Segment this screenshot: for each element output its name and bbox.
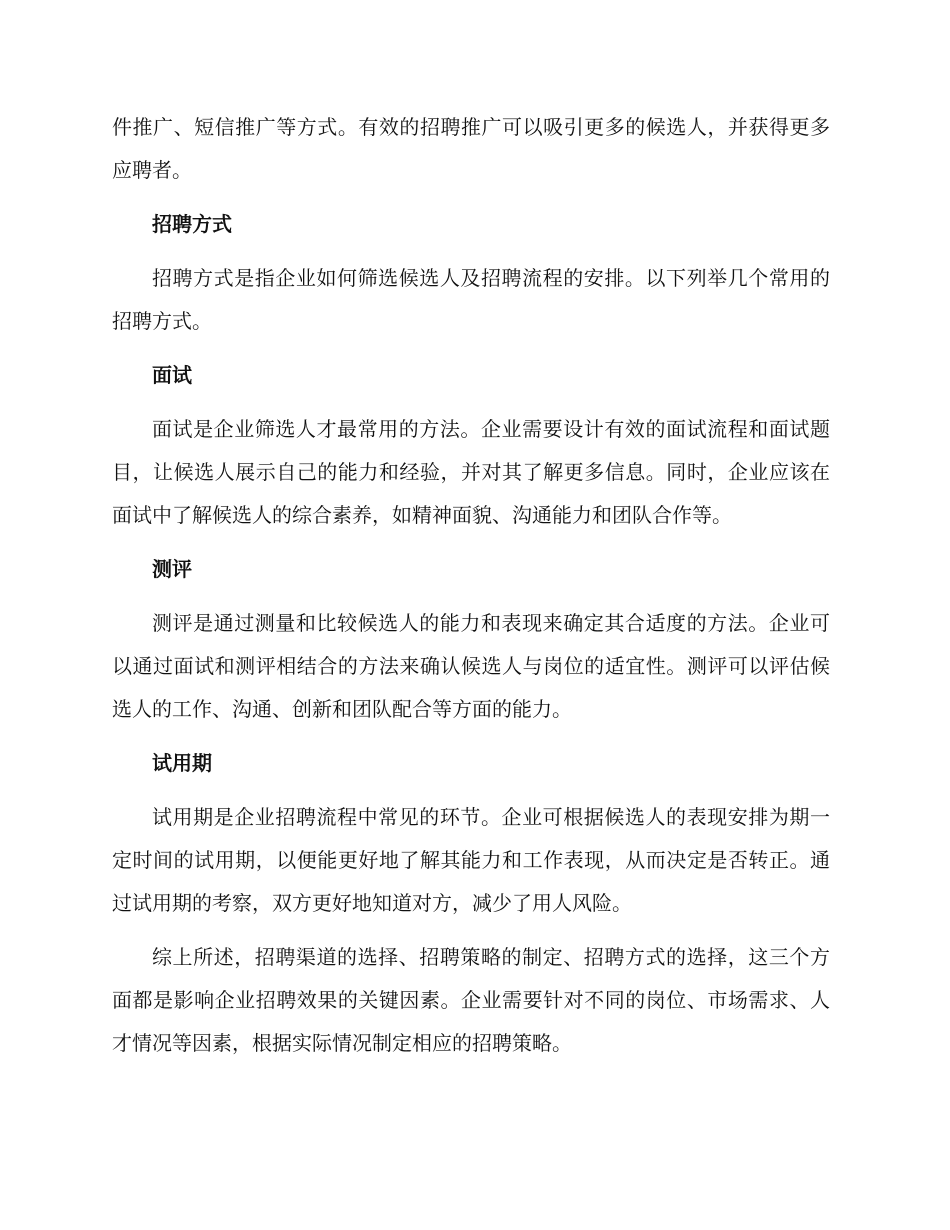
heading-probation: 试用期 <box>152 751 212 775</box>
paragraph-probation: 试用期是企业招聘流程中常见的环节。企业可根据候选人的表现安排为期一定时间的试用期，以便能更好地了解其能力和工作表现，从而决定是否转正。通过试用期的考察，双方更好地知道对方，减少了用人风险。 <box>112 805 830 915</box>
heading-assessment: 测评 <box>152 557 192 581</box>
document-body <box>112 106 830 1076</box>
heading-recruitment-methods: 招聘方式 <box>152 212 232 236</box>
heading-interview: 面试 <box>152 363 192 387</box>
paragraph-conclusion: 综上所述，招聘渠道的选择、招聘策略的制定、招聘方式的选择，这三个方面都是影响企业招聘效果的关键因素。企业需要针对不同的岗位、市场需求、人才情况等因素，根据实际情况制定相应的招聘策略。 <box>112 945 830 1055</box>
paragraph-recruitment-methods: 招聘方式是指企业如何筛选候选人及招聘流程的安排。以下列举几个常用的招聘方式。 <box>112 266 830 333</box>
paragraph-promotion-continued: 件推广、短信推广等方式。有效的招聘推广可以吸引更多的候选人，并获得更多应聘者。 <box>112 115 830 182</box>
paragraph-assessment: 测评是通过测量和比较候选人的能力和表现来确定其合适度的方法。企业可以通过面试和测评相结合的方法来确认候选人与岗位的适宜性。测评可以评估候选人的工作、沟通、创新和团队配合等方面的能力。 <box>112 611 830 721</box>
paragraph-interview: 面试是企业筛选人才最常用的方法。企业需要设计有效的面试流程和面试题目，让候选人展示自己的能力和经验，并对其了解更多信息。同时，企业应该在面试中了解候选人的综合素养，如精神面貌、沟通能力和团队合作等。 <box>112 417 830 527</box>
